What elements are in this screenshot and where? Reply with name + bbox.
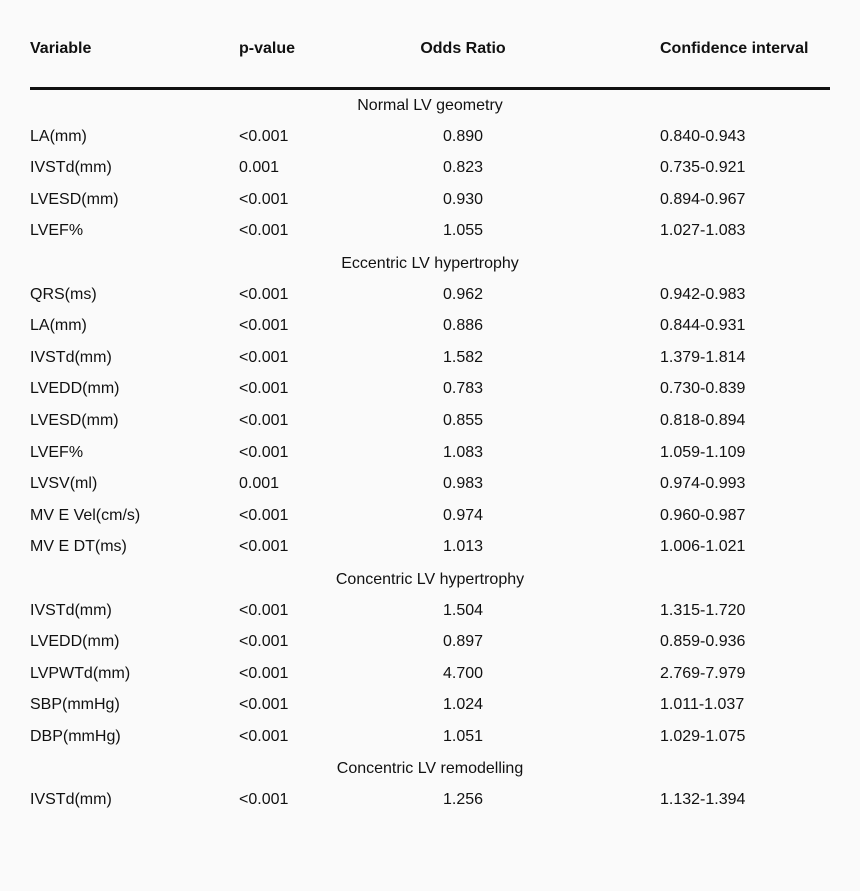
cell-variable: IVSTd(mm) bbox=[30, 601, 112, 619]
cell-variable: IVSTd(mm) bbox=[30, 348, 112, 366]
cell-variable: LVSV(ml) bbox=[30, 475, 98, 493]
cell-odds-ratio: 1.504 bbox=[442, 601, 484, 619]
cell-p-value: <0.001 bbox=[239, 317, 289, 335]
cell-odds-ratio: 0.962 bbox=[442, 285, 484, 303]
table-row bbox=[30, 469, 830, 501]
table-row bbox=[30, 185, 830, 217]
table-row bbox=[30, 627, 830, 659]
table-row bbox=[30, 374, 830, 406]
cell-variable: LVPWTd(mm) bbox=[30, 664, 131, 682]
table-row bbox=[30, 785, 830, 817]
cell-variable: LVESD(mm) bbox=[30, 190, 119, 208]
cell-odds-ratio: 0.983 bbox=[442, 475, 484, 493]
cell-p-value: <0.001 bbox=[239, 285, 289, 303]
cell-confidence-interval: 1.006-1.021 bbox=[660, 538, 746, 556]
cell-confidence-interval: 1.011-1.037 bbox=[660, 696, 745, 714]
table-row bbox=[30, 406, 830, 438]
table-row bbox=[30, 153, 830, 185]
cell-confidence-interval: 0.730-0.839 bbox=[660, 380, 746, 398]
cell-variable: LVEF% bbox=[30, 222, 84, 240]
table-row bbox=[30, 501, 830, 533]
cell-odds-ratio: 1.051 bbox=[442, 727, 484, 745]
cell-p-value: <0.001 bbox=[239, 538, 289, 556]
cell-p-value: <0.001 bbox=[239, 791, 289, 809]
table-row bbox=[30, 343, 830, 375]
table-row bbox=[30, 596, 830, 628]
table-header bbox=[30, 30, 830, 90]
cell-variable: DBP(mmHg) bbox=[30, 727, 121, 745]
cell-confidence-interval: 1.315-1.720 bbox=[660, 601, 746, 619]
cell-p-value: <0.001 bbox=[239, 380, 289, 398]
cell-odds-ratio: 0.930 bbox=[442, 190, 484, 208]
cell-odds-ratio: 0.783 bbox=[442, 380, 484, 398]
cell-variable: LVESD(mm) bbox=[30, 411, 119, 429]
table-row bbox=[30, 659, 830, 691]
section-title: Eccentric LV hypertrophy bbox=[341, 254, 519, 272]
cell-odds-ratio: 1.013 bbox=[442, 538, 484, 556]
cell-confidence-interval: 0.818-0.894 bbox=[660, 411, 746, 429]
cell-p-value: 0.001 bbox=[239, 159, 280, 177]
odds-ratio-table bbox=[30, 30, 830, 817]
cell-variable: QRS(ms) bbox=[30, 285, 97, 303]
cell-variable: LVEF% bbox=[30, 443, 84, 461]
cell-variable: IVSTd(mm) bbox=[30, 791, 112, 809]
cell-variable: LVEDD(mm) bbox=[30, 633, 120, 651]
cell-odds-ratio: 1.582 bbox=[442, 348, 484, 366]
cell-p-value: <0.001 bbox=[239, 222, 289, 240]
cell-odds-ratio: 0.897 bbox=[442, 633, 484, 651]
cell-confidence-interval: 1.029-1.075 bbox=[660, 727, 746, 745]
cell-odds-ratio: 1.055 bbox=[442, 222, 484, 240]
cell-p-value: 0.001 bbox=[239, 475, 280, 493]
cell-confidence-interval: 0.844-0.931 bbox=[660, 317, 746, 335]
cell-variable: MV E Vel(cm/s) bbox=[30, 506, 141, 524]
cell-p-value: <0.001 bbox=[239, 696, 289, 714]
cell-variable: LA(mm) bbox=[30, 317, 87, 335]
cell-confidence-interval: 1.027-1.083 bbox=[660, 222, 746, 240]
cell-p-value: <0.001 bbox=[239, 411, 289, 429]
cell-p-value: <0.001 bbox=[239, 633, 289, 651]
section-title: Concentric LV remodelling bbox=[336, 760, 524, 778]
cell-confidence-interval: 0.974-0.993 bbox=[660, 475, 746, 493]
cell-confidence-interval: 0.942-0.983 bbox=[660, 285, 746, 303]
cell-p-value: <0.001 bbox=[239, 348, 289, 366]
cell-p-value: <0.001 bbox=[239, 601, 289, 619]
header-p-value: p-value bbox=[239, 40, 296, 57]
cell-odds-ratio: 0.890 bbox=[442, 127, 484, 145]
header-odds-ratio: Odds Ratio bbox=[420, 40, 506, 57]
cell-p-value: <0.001 bbox=[239, 506, 289, 524]
table-row bbox=[30, 311, 830, 343]
section-title: Concentric LV hypertrophy bbox=[335, 570, 525, 588]
cell-odds-ratio: 4.700 bbox=[442, 664, 484, 682]
cell-confidence-interval: 0.840-0.943 bbox=[660, 127, 746, 145]
table-row bbox=[30, 438, 830, 470]
cell-variable: LVEDD(mm) bbox=[30, 380, 120, 398]
cell-variable: IVSTd(mm) bbox=[30, 159, 112, 177]
cell-odds-ratio: 1.256 bbox=[442, 791, 484, 809]
cell-confidence-interval: 0.894-0.967 bbox=[660, 190, 746, 208]
table-row bbox=[30, 122, 830, 154]
table-row bbox=[30, 216, 830, 248]
cell-p-value: <0.001 bbox=[239, 127, 289, 145]
cell-odds-ratio: 1.024 bbox=[442, 696, 484, 714]
cell-confidence-interval: 1.059-1.109 bbox=[660, 443, 746, 461]
cell-variable: SBP(mmHg) bbox=[30, 696, 120, 714]
cell-odds-ratio: 0.823 bbox=[442, 159, 484, 177]
table-row bbox=[30, 690, 830, 722]
table-row bbox=[30, 280, 830, 312]
section-title: Normal LV geometry bbox=[357, 97, 503, 114]
table-row bbox=[30, 722, 830, 754]
cell-confidence-interval: 0.859-0.936 bbox=[660, 633, 746, 651]
cell-confidence-interval: 0.735-0.921 bbox=[660, 159, 746, 177]
cell-confidence-interval: 1.379-1.814 bbox=[660, 348, 746, 366]
cell-variable: LA(mm) bbox=[30, 127, 87, 145]
cell-confidence-interval: 0.960-0.987 bbox=[660, 506, 746, 524]
header-variable: Variable bbox=[30, 40, 92, 57]
table-body bbox=[30, 90, 830, 817]
cell-odds-ratio: 0.974 bbox=[442, 506, 484, 524]
cell-p-value: <0.001 bbox=[239, 727, 289, 745]
header-confidence-interval: Confidence interval bbox=[660, 40, 809, 57]
cell-odds-ratio: 1.083 bbox=[442, 443, 484, 461]
cell-odds-ratio: 0.855 bbox=[442, 411, 484, 429]
table-row bbox=[30, 532, 830, 564]
cell-p-value: <0.001 bbox=[239, 443, 289, 461]
cell-variable: MV E DT(ms) bbox=[30, 538, 127, 556]
cell-confidence-interval: 1.132-1.394 bbox=[660, 791, 746, 809]
cell-confidence-interval: 2.769-7.979 bbox=[660, 664, 746, 682]
cell-p-value: <0.001 bbox=[239, 664, 289, 682]
cell-odds-ratio: 0.886 bbox=[442, 317, 484, 335]
cell-p-value: <0.001 bbox=[239, 190, 289, 208]
